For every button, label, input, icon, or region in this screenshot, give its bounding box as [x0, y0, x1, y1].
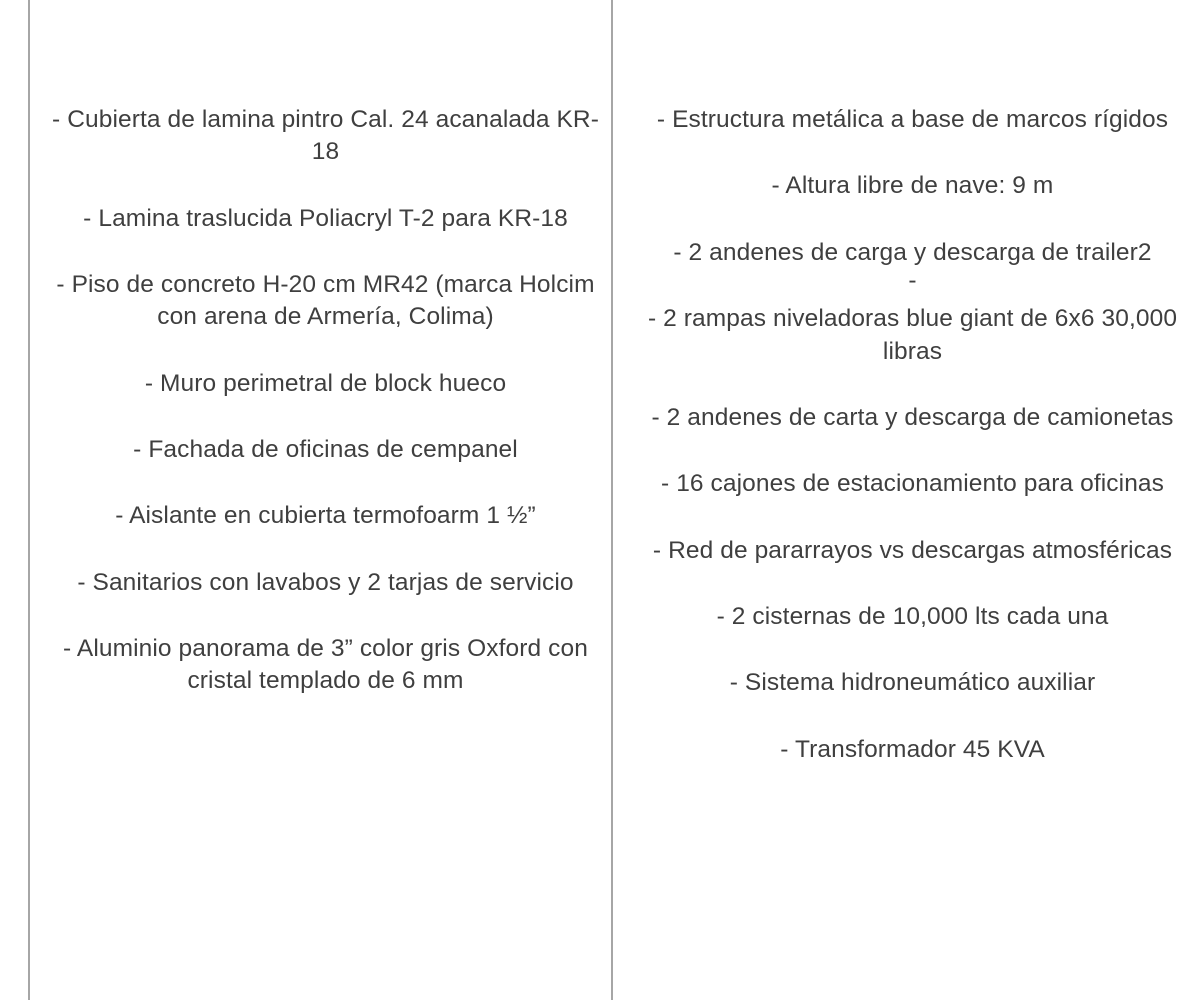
list-item — [635, 402, 1190, 434]
bullet-dash: - — [771, 172, 780, 200]
bullet-dash: - — [729, 669, 738, 697]
list-item — [635, 601, 1190, 633]
bullet-dash: - — [115, 502, 124, 530]
left-column — [30, 0, 611, 1000]
list-item-text: 2 cisternas de 10,000 lts cada una — [731, 603, 1109, 631]
list-item — [635, 667, 1190, 699]
list-item — [635, 104, 1190, 136]
list-item — [48, 500, 603, 532]
bullet-dash: - — [652, 536, 662, 564]
bullet-dash: - — [77, 568, 86, 596]
list-item-text: Fachada de oficinas de cempanel — [148, 435, 518, 463]
list-item — [635, 535, 1190, 567]
list-item-text: 2 rampas niveladoras blue giant de 6x6 30,000 libras — [663, 305, 1178, 365]
list-item — [48, 368, 603, 400]
list-item-empty — [635, 266, 1190, 294]
list-item — [48, 104, 603, 169]
bullet-dash: - — [780, 735, 789, 763]
bullet-dash: - — [661, 470, 670, 498]
list-item-text: Lamina traslucida Poliacryl T-2 para KR-18 — [98, 204, 568, 232]
list-item-text: Cubierta de lamina pintro Cal. 24 acanalada KR-18 — [67, 106, 599, 166]
list-item-text: 2 andenes de carga y descarga de trailer2 — [688, 238, 1152, 266]
list-item — [635, 734, 1190, 766]
list-item-text: Sanitarios con lavabos y 2 tarjas de servicio — [92, 568, 574, 596]
list-item-text: Red de pararrayos vs descargas atmosféricas — [668, 536, 1173, 564]
list-item — [635, 170, 1190, 202]
bullet-dash: - — [673, 238, 682, 266]
bullet-dash: - — [144, 369, 154, 397]
bullet-dash: - — [52, 106, 61, 133]
bullet-dash: - — [647, 305, 657, 333]
list-item — [48, 434, 603, 466]
list-item — [48, 633, 603, 698]
list-item — [635, 303, 1190, 368]
bullet-dash: - — [716, 603, 725, 631]
bullet-dash: - — [83, 204, 92, 232]
list-item-text: Sistema hidroneumático auxiliar — [744, 669, 1096, 697]
list-item-text: Muro perimetral de block hueco — [160, 369, 507, 397]
bullet-dash: - — [56, 270, 65, 298]
bullet-dash: - — [656, 106, 666, 133]
list-item-text: 2 andenes de carta y descarga de camionetas — [666, 404, 1174, 432]
bullet-dash: - — [63, 634, 72, 662]
list-item — [48, 567, 603, 599]
list-item-text: Aluminio panorama de 3” color gris Oxford con cristal templado de 6 mm — [76, 634, 588, 695]
bullet-dash: - — [133, 435, 142, 463]
list-item — [635, 468, 1190, 500]
list-item-text: Estructura metálica a base de marcos rígidos — [672, 106, 1169, 133]
list-item-text: 16 cajones de estacionamiento para oficinas — [676, 470, 1164, 498]
list-item — [48, 203, 603, 235]
list-item-text: Transformador 45 KVA — [794, 735, 1045, 763]
bullet-dash: - — [908, 266, 917, 294]
list-item — [48, 269, 603, 334]
list-item-text: Aislante en cubierta termofoarm 1 ½” — [129, 502, 536, 530]
list-item — [635, 237, 1190, 269]
list-item-text: Piso de concreto H-20 cm MR42 (marca Holcim con arena de Armería, Colima) — [71, 270, 595, 331]
right-column — [613, 0, 1200, 1000]
list-item-text: Altura libre de nave: 9 m — [785, 172, 1054, 200]
bullet-dash: - — [651, 404, 660, 432]
